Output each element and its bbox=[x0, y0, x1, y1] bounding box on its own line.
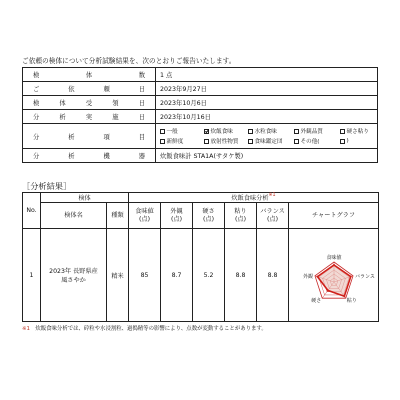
radar-point bbox=[333, 264, 335, 266]
header-appearance bbox=[161, 203, 193, 229]
label-analysis-items bbox=[23, 124, 156, 149]
cell-sample-name bbox=[41, 229, 107, 322]
label-analysis-date bbox=[23, 110, 156, 124]
header-unit: (点) bbox=[266, 215, 278, 223]
info-row-instrument bbox=[23, 149, 378, 163]
cell-hardness: 5.2 bbox=[193, 229, 225, 322]
radar-axis-label: 粘り bbox=[346, 298, 357, 305]
label-chars bbox=[33, 112, 145, 121]
analysis-item-options bbox=[156, 124, 378, 149]
checkbox-unchecked bbox=[160, 139, 165, 144]
value-receipt-date: 2023年10月6日 bbox=[156, 96, 378, 110]
value-analysis-date: 2023年10月16日 bbox=[156, 110, 378, 124]
analysis-item-option bbox=[340, 137, 384, 145]
label-char: 日 bbox=[138, 100, 145, 107]
checkbox-unchecked bbox=[340, 139, 345, 144]
analysis-item-option bbox=[294, 137, 340, 145]
label-char: 目 bbox=[138, 133, 145, 141]
analysis-item-label: 硬さ粘り bbox=[346, 129, 369, 135]
analysis-item-option bbox=[248, 137, 294, 145]
label-char: 頼 bbox=[103, 86, 110, 93]
header-analysis-group bbox=[129, 193, 379, 203]
checkbox-unchecked bbox=[294, 129, 299, 134]
label-char: 分 bbox=[33, 114, 40, 121]
header-chart: チャートグラフ bbox=[289, 203, 379, 229]
table-row bbox=[23, 229, 379, 322]
header-sample-group: 検体 bbox=[41, 193, 129, 203]
checkbox-grid bbox=[160, 126, 377, 146]
header-stickiness bbox=[225, 203, 257, 229]
label-char: 器 bbox=[138, 153, 145, 160]
label-char: 日 bbox=[138, 86, 145, 93]
label-char: 施 bbox=[112, 114, 119, 121]
label-chars bbox=[33, 132, 145, 141]
footnote-mark: ※1 bbox=[22, 326, 30, 332]
info-row-receipt-date bbox=[23, 96, 378, 110]
label-char: 分 bbox=[33, 153, 40, 160]
header-unit: (点) bbox=[234, 215, 246, 223]
analysis-item-label: 放射性物質 bbox=[210, 139, 239, 145]
header-line: バランス bbox=[260, 207, 285, 215]
radar-axis-label: 硬さ bbox=[310, 298, 321, 305]
label-char: 機 bbox=[103, 153, 110, 160]
label-char: ご bbox=[33, 86, 40, 93]
footnote-mark: ※1 bbox=[268, 193, 276, 198]
intro-text: ご依頼の検体について分析試験結果を、次のとおりご報告いたします。 bbox=[22, 57, 236, 65]
analysis-item-option bbox=[160, 137, 204, 145]
checkbox-unchecked bbox=[248, 139, 253, 144]
sample-name-line2: 風さやか bbox=[61, 277, 86, 284]
header-line: 粘り bbox=[234, 207, 247, 215]
header-row-columns bbox=[23, 203, 379, 229]
radar-axis-label: 外観 bbox=[302, 273, 313, 280]
analysis-item-option bbox=[294, 127, 340, 135]
label-sample-count bbox=[23, 68, 156, 82]
checkbox-unchecked bbox=[248, 129, 253, 134]
cell-chart bbox=[289, 229, 379, 322]
analysis-item-label: 新鮮度 bbox=[166, 139, 184, 145]
value-request-date: 2023年9月27日 bbox=[156, 82, 378, 96]
checkbox-unchecked bbox=[294, 139, 299, 144]
label-instrument bbox=[23, 149, 156, 163]
header-unit: (点) bbox=[138, 215, 150, 223]
checkbox-unchecked bbox=[204, 139, 209, 144]
cell-score: 85 bbox=[129, 229, 161, 322]
header-balance bbox=[257, 203, 289, 229]
radar-axis-label: バランス bbox=[354, 273, 375, 280]
label-char: 検 bbox=[33, 72, 40, 79]
header-line: 硬さ bbox=[202, 207, 215, 215]
analysis-item-option bbox=[160, 127, 204, 135]
analysis-item-label: その他( bbox=[300, 139, 320, 145]
label-char: 析 bbox=[68, 133, 75, 141]
info-row-request-date bbox=[23, 82, 378, 96]
analysis-item-option bbox=[340, 127, 384, 135]
header-sample-name: 検体名 bbox=[41, 203, 107, 229]
radar-point bbox=[326, 289, 328, 291]
analysis-item-option bbox=[204, 127, 248, 135]
value-instrument: 炊飯食味計 STA1A(サタケ製) bbox=[156, 149, 378, 163]
analysis-group-label: 炊飯食味分析 bbox=[231, 195, 269, 202]
radar-chart bbox=[290, 229, 378, 319]
label-chars bbox=[33, 70, 145, 79]
cell-stickiness: 8.8 bbox=[225, 229, 257, 322]
label-char: 析 bbox=[59, 114, 66, 121]
header-line: 食味値 bbox=[135, 207, 154, 215]
checkbox-checked bbox=[204, 129, 209, 134]
cell-balance: 8.8 bbox=[257, 229, 289, 322]
label-char: 分 bbox=[33, 133, 40, 141]
label-char: 析 bbox=[68, 153, 75, 160]
label-char: 体 bbox=[59, 100, 66, 107]
header-unit: (点) bbox=[202, 215, 214, 223]
radar-point bbox=[343, 295, 345, 297]
header-row-groups bbox=[23, 193, 379, 203]
label-receipt-date bbox=[23, 96, 156, 110]
header-unit: (点) bbox=[170, 215, 182, 223]
analysis-item-label: 炊飯食味 bbox=[210, 129, 233, 135]
label-char: 体 bbox=[85, 72, 93, 79]
analysis-item-label: 外観品質 bbox=[300, 129, 323, 135]
header-score bbox=[129, 203, 161, 229]
label-char: 日 bbox=[138, 114, 145, 121]
label-char: 検 bbox=[33, 100, 40, 107]
footnote bbox=[22, 324, 267, 332]
label-request-date bbox=[23, 82, 156, 96]
cell-no: 1 bbox=[23, 229, 41, 322]
sample-name-line1: 2023年 長野県産 bbox=[49, 268, 98, 275]
label-char: 項 bbox=[103, 133, 110, 141]
label-char: 実 bbox=[85, 114, 93, 121]
cell-type: 精米 bbox=[107, 229, 129, 322]
label-char: 数 bbox=[138, 72, 145, 79]
header-type: 種類 bbox=[107, 203, 129, 229]
header-no: No. bbox=[23, 193, 41, 229]
header-line: 外観 bbox=[170, 207, 183, 215]
request-info-table bbox=[22, 67, 378, 163]
radar-axis-label: 食味値 bbox=[325, 255, 342, 261]
label-char: 依 bbox=[68, 86, 75, 93]
label-char: 受 bbox=[85, 100, 93, 107]
checkbox-unchecked bbox=[160, 129, 165, 134]
label-chars bbox=[33, 98, 145, 107]
checkbox-unchecked bbox=[340, 129, 345, 134]
label-chars bbox=[33, 84, 145, 93]
info-row-analysis-date bbox=[23, 110, 378, 124]
section-title: ［分析結果］ bbox=[22, 181, 72, 191]
footnote-text: 炊飯食味分析では、砕粒や水浸割粒、過搗精等の影響により、点数が変動することがあります。 bbox=[35, 326, 267, 332]
analysis-item-label: 一般 bbox=[166, 129, 178, 135]
analysis-item-label: 食味鑑定団 bbox=[254, 139, 283, 145]
value-sample-count: 1 点 bbox=[156, 68, 378, 82]
header-hardness bbox=[193, 203, 225, 229]
radar-point bbox=[316, 276, 318, 278]
label-chars bbox=[33, 151, 145, 160]
analysis-item-label: 水粒食味 bbox=[254, 129, 277, 135]
analysis-item-label: ) bbox=[346, 138, 349, 144]
cell-appearance: 8.7 bbox=[161, 229, 193, 322]
analysis-item-option bbox=[248, 127, 294, 135]
radar-series-area bbox=[317, 265, 350, 296]
analysis-item-option bbox=[204, 137, 248, 145]
info-row-analysis-items bbox=[23, 124, 378, 149]
info-row-count bbox=[23, 68, 378, 82]
label-char: 領 bbox=[112, 100, 119, 107]
results-table bbox=[22, 192, 379, 322]
radar-point bbox=[349, 276, 351, 278]
